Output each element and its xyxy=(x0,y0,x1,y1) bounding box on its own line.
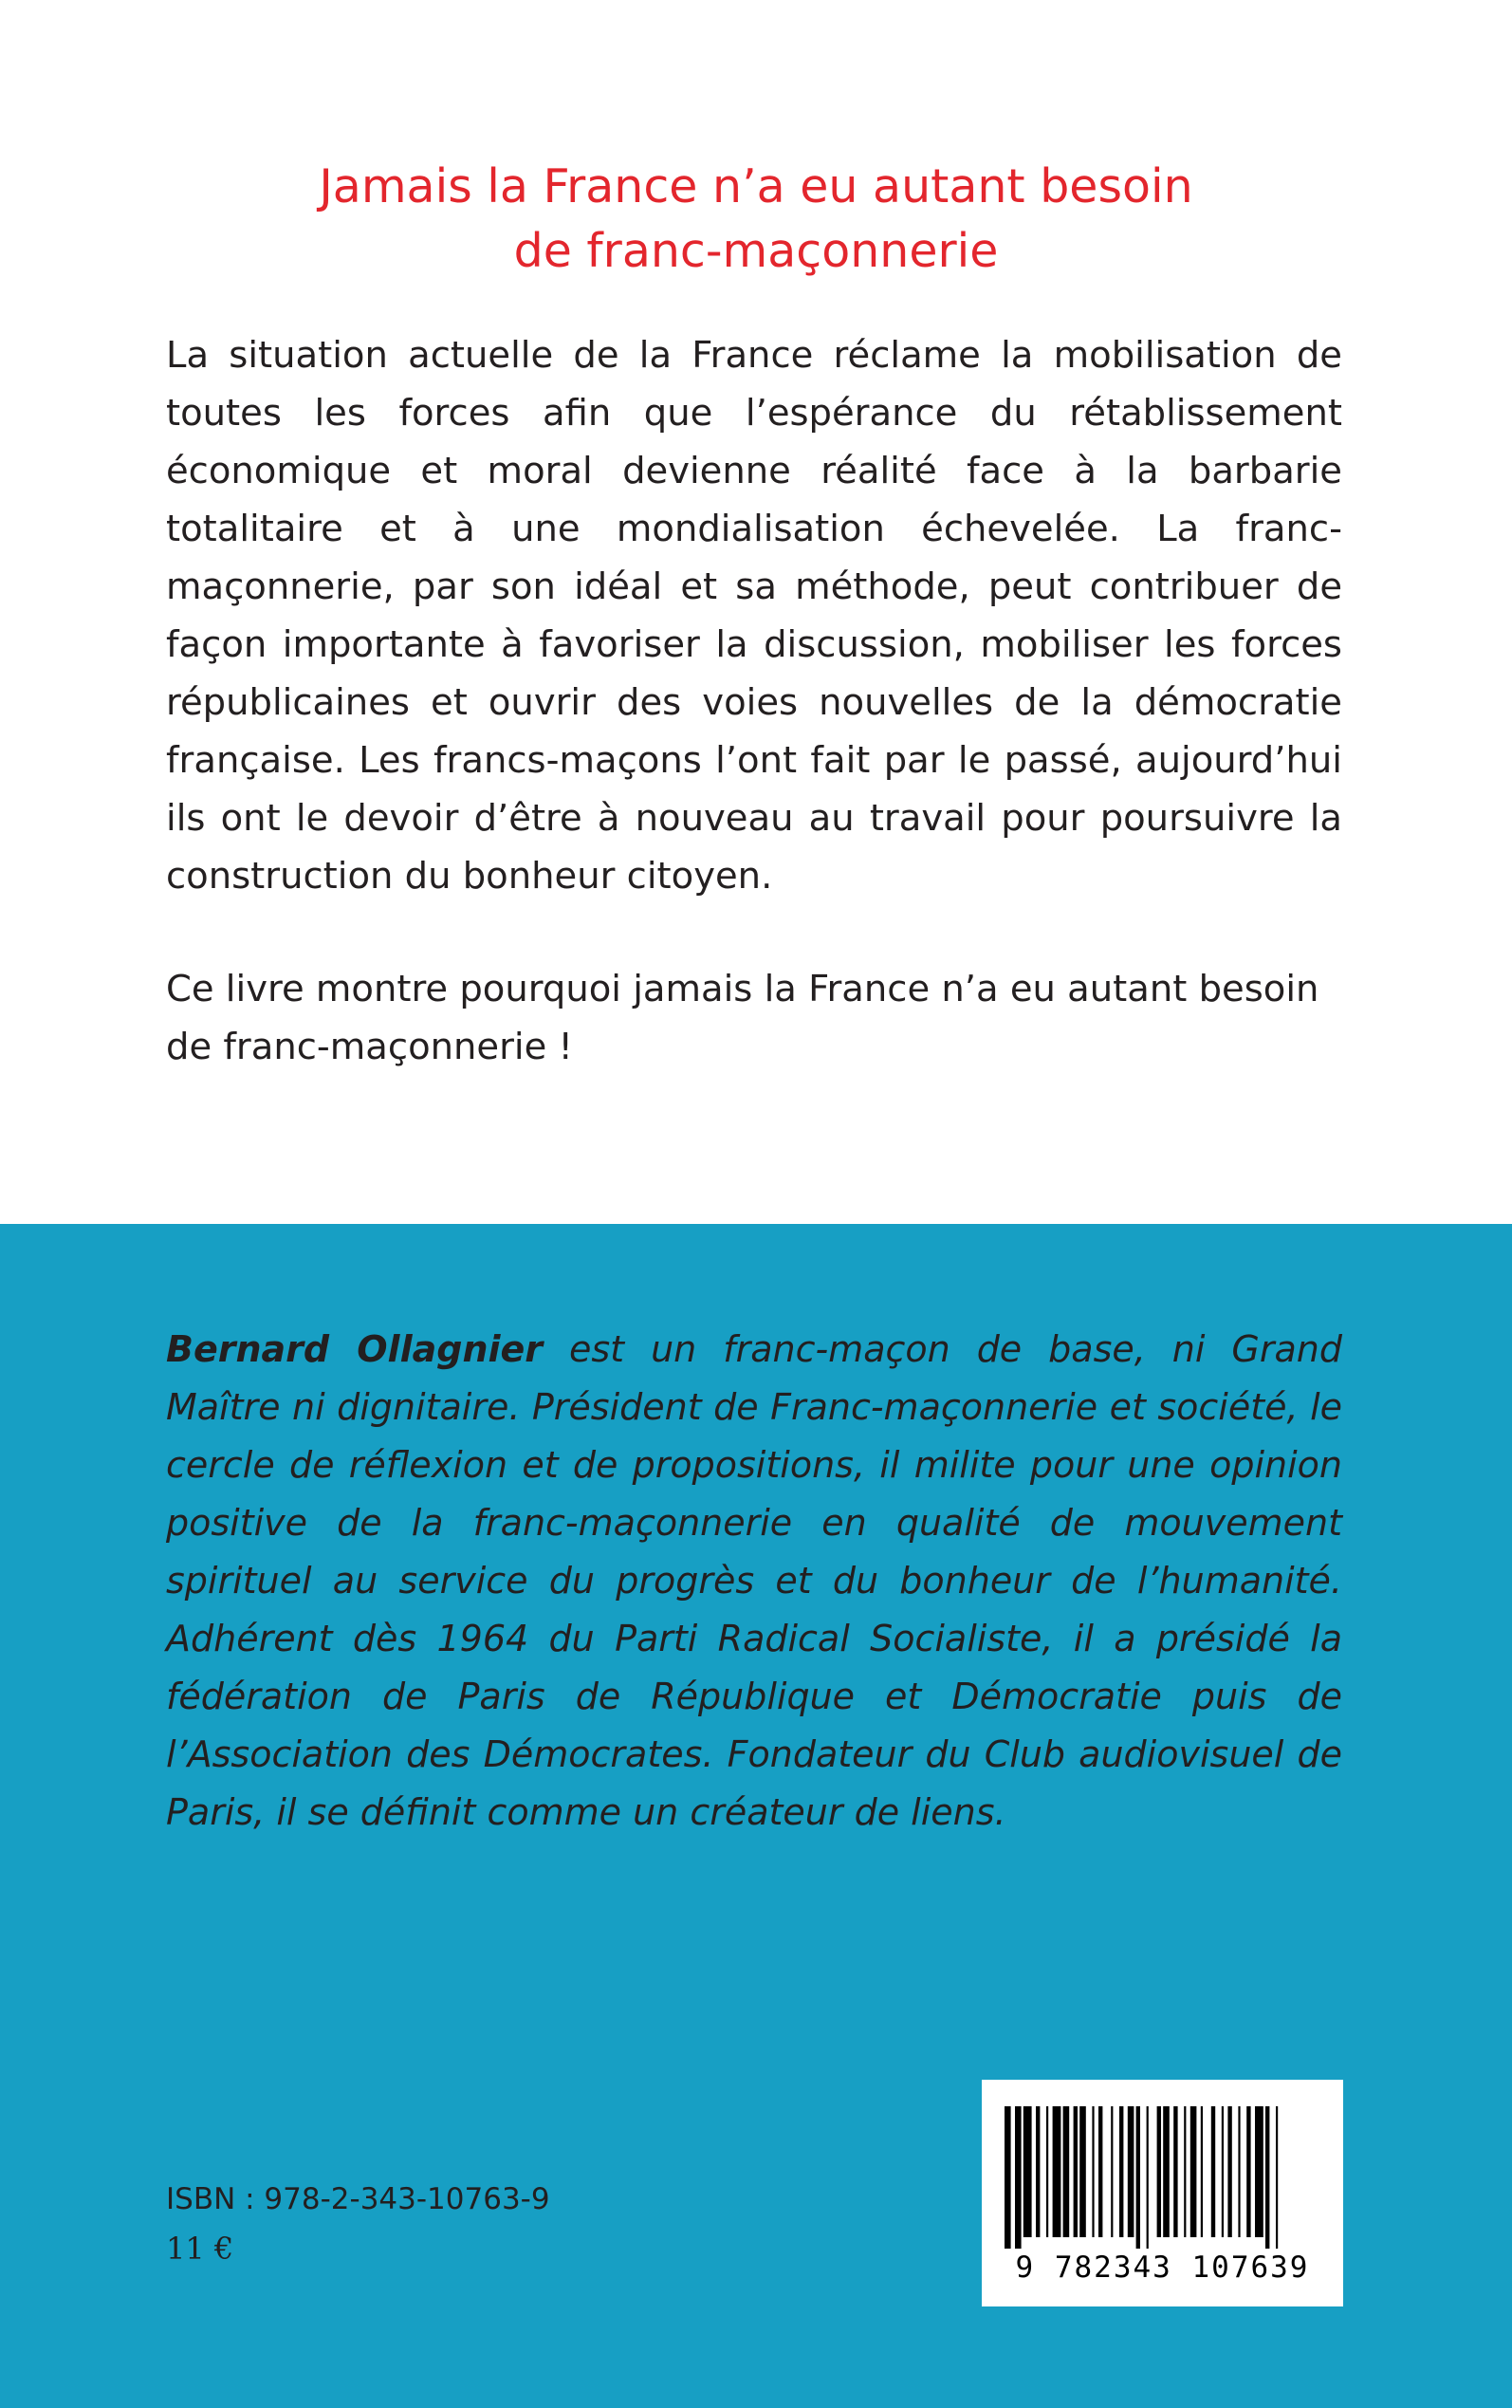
barcode-bar xyxy=(1023,2106,1032,2237)
barcode-digits: 9 782343 107639 xyxy=(1015,2251,1310,2285)
author-name: Bernard Ollagnier xyxy=(166,1328,544,1370)
barcode-bar xyxy=(1111,2106,1113,2237)
barcode xyxy=(982,2080,1343,2306)
barcode-bar xyxy=(1201,2106,1203,2237)
barcode-bar xyxy=(1005,2106,1011,2249)
book-title xyxy=(0,155,1512,284)
barcode-bar xyxy=(1136,2106,1140,2249)
barcode-bar xyxy=(1276,2106,1278,2249)
barcode-bar xyxy=(1222,2106,1224,2237)
barcode-bar xyxy=(1190,2106,1197,2237)
barcode-bar xyxy=(1128,2106,1134,2237)
barcode-bar xyxy=(1157,2106,1161,2237)
barcode-bar xyxy=(1211,2106,1215,2237)
barcode-bar xyxy=(1147,2106,1149,2249)
barcode-bar xyxy=(1046,2106,1048,2237)
barcode-bar xyxy=(1163,2106,1170,2237)
barcode-bar xyxy=(1246,2106,1250,2237)
barcode-bar xyxy=(1092,2106,1094,2237)
barcode-bar xyxy=(1238,2106,1240,2237)
author-bio-text: est un franc-maçon de base, ni Grand Maître ni dignitaire. Président de Franc-maçonnerie et société, le cercle de réflexion et de propositions, il milite pour une opinion positive de la franc-maçonnerie en qualité de mouvement spirituel au service du progrès et du bonheur de l’humanité. Adhérent dès 1964 du Parti Radical Socialiste, il a présidé la fédération de Paris de République et Démocratie puis de l’Association des Démocrates. Fondateur du Club audiovisuel de Paris, il se définit comme un créateur de liens. xyxy=(166,1328,1342,1833)
barcode-bar xyxy=(1119,2106,1123,2237)
author-bio xyxy=(166,1321,1342,1842)
barcode-bar xyxy=(1063,2106,1070,2237)
barcode-bars xyxy=(1001,2106,1324,2249)
barcode-bar xyxy=(1053,2106,1061,2237)
barcode-bar xyxy=(1098,2106,1102,2237)
barcode-bar xyxy=(1036,2106,1040,2237)
summary-paragraph-2: Ce livre montre pourquoi jamais la France n’a eu autant besoin de franc-maçonnerie ! xyxy=(166,968,1319,1068)
title-line-2: de franc-maçonnerie xyxy=(513,223,999,278)
barcode-bar xyxy=(1074,2106,1078,2237)
summary-paragraph-1: La situation actuelle de la France réclame la mobilisation de toutes les forces afin que l’espérance du rétablissement économique et moral devienne réalité face à la barbarie totalitaire et à une mondialisation échevelée. La franc-maçonnerie, par son idéal et sa méthode, peut contribuer de façon importante à favoriser la discussion, mobiliser les forces républicaines et ouvrir des voies nouvelles de la démocratie française. Les francs-maçons l’ont fait par le passé, aujourd’hui ils ont le devoir d’être à nouveau au travail pour poursuivre la construction du bonheur citoyen. xyxy=(166,334,1342,898)
book-summary xyxy=(166,326,1342,1076)
barcode-bar xyxy=(1227,2106,1231,2237)
title-line-1: Jamais la France n’a eu autant besoin xyxy=(319,158,1193,213)
barcode-bar xyxy=(1184,2106,1186,2237)
barcode-bar xyxy=(1015,2106,1022,2249)
price-label: 11 € xyxy=(166,2231,234,2267)
barcode-bar xyxy=(1265,2106,1269,2249)
barcode-bar xyxy=(1079,2106,1086,2237)
isbn-label: ISBN : 978-2-343-10763-9 xyxy=(166,2182,550,2216)
barcode-bar xyxy=(1173,2106,1177,2237)
barcode-bar xyxy=(1255,2106,1263,2237)
